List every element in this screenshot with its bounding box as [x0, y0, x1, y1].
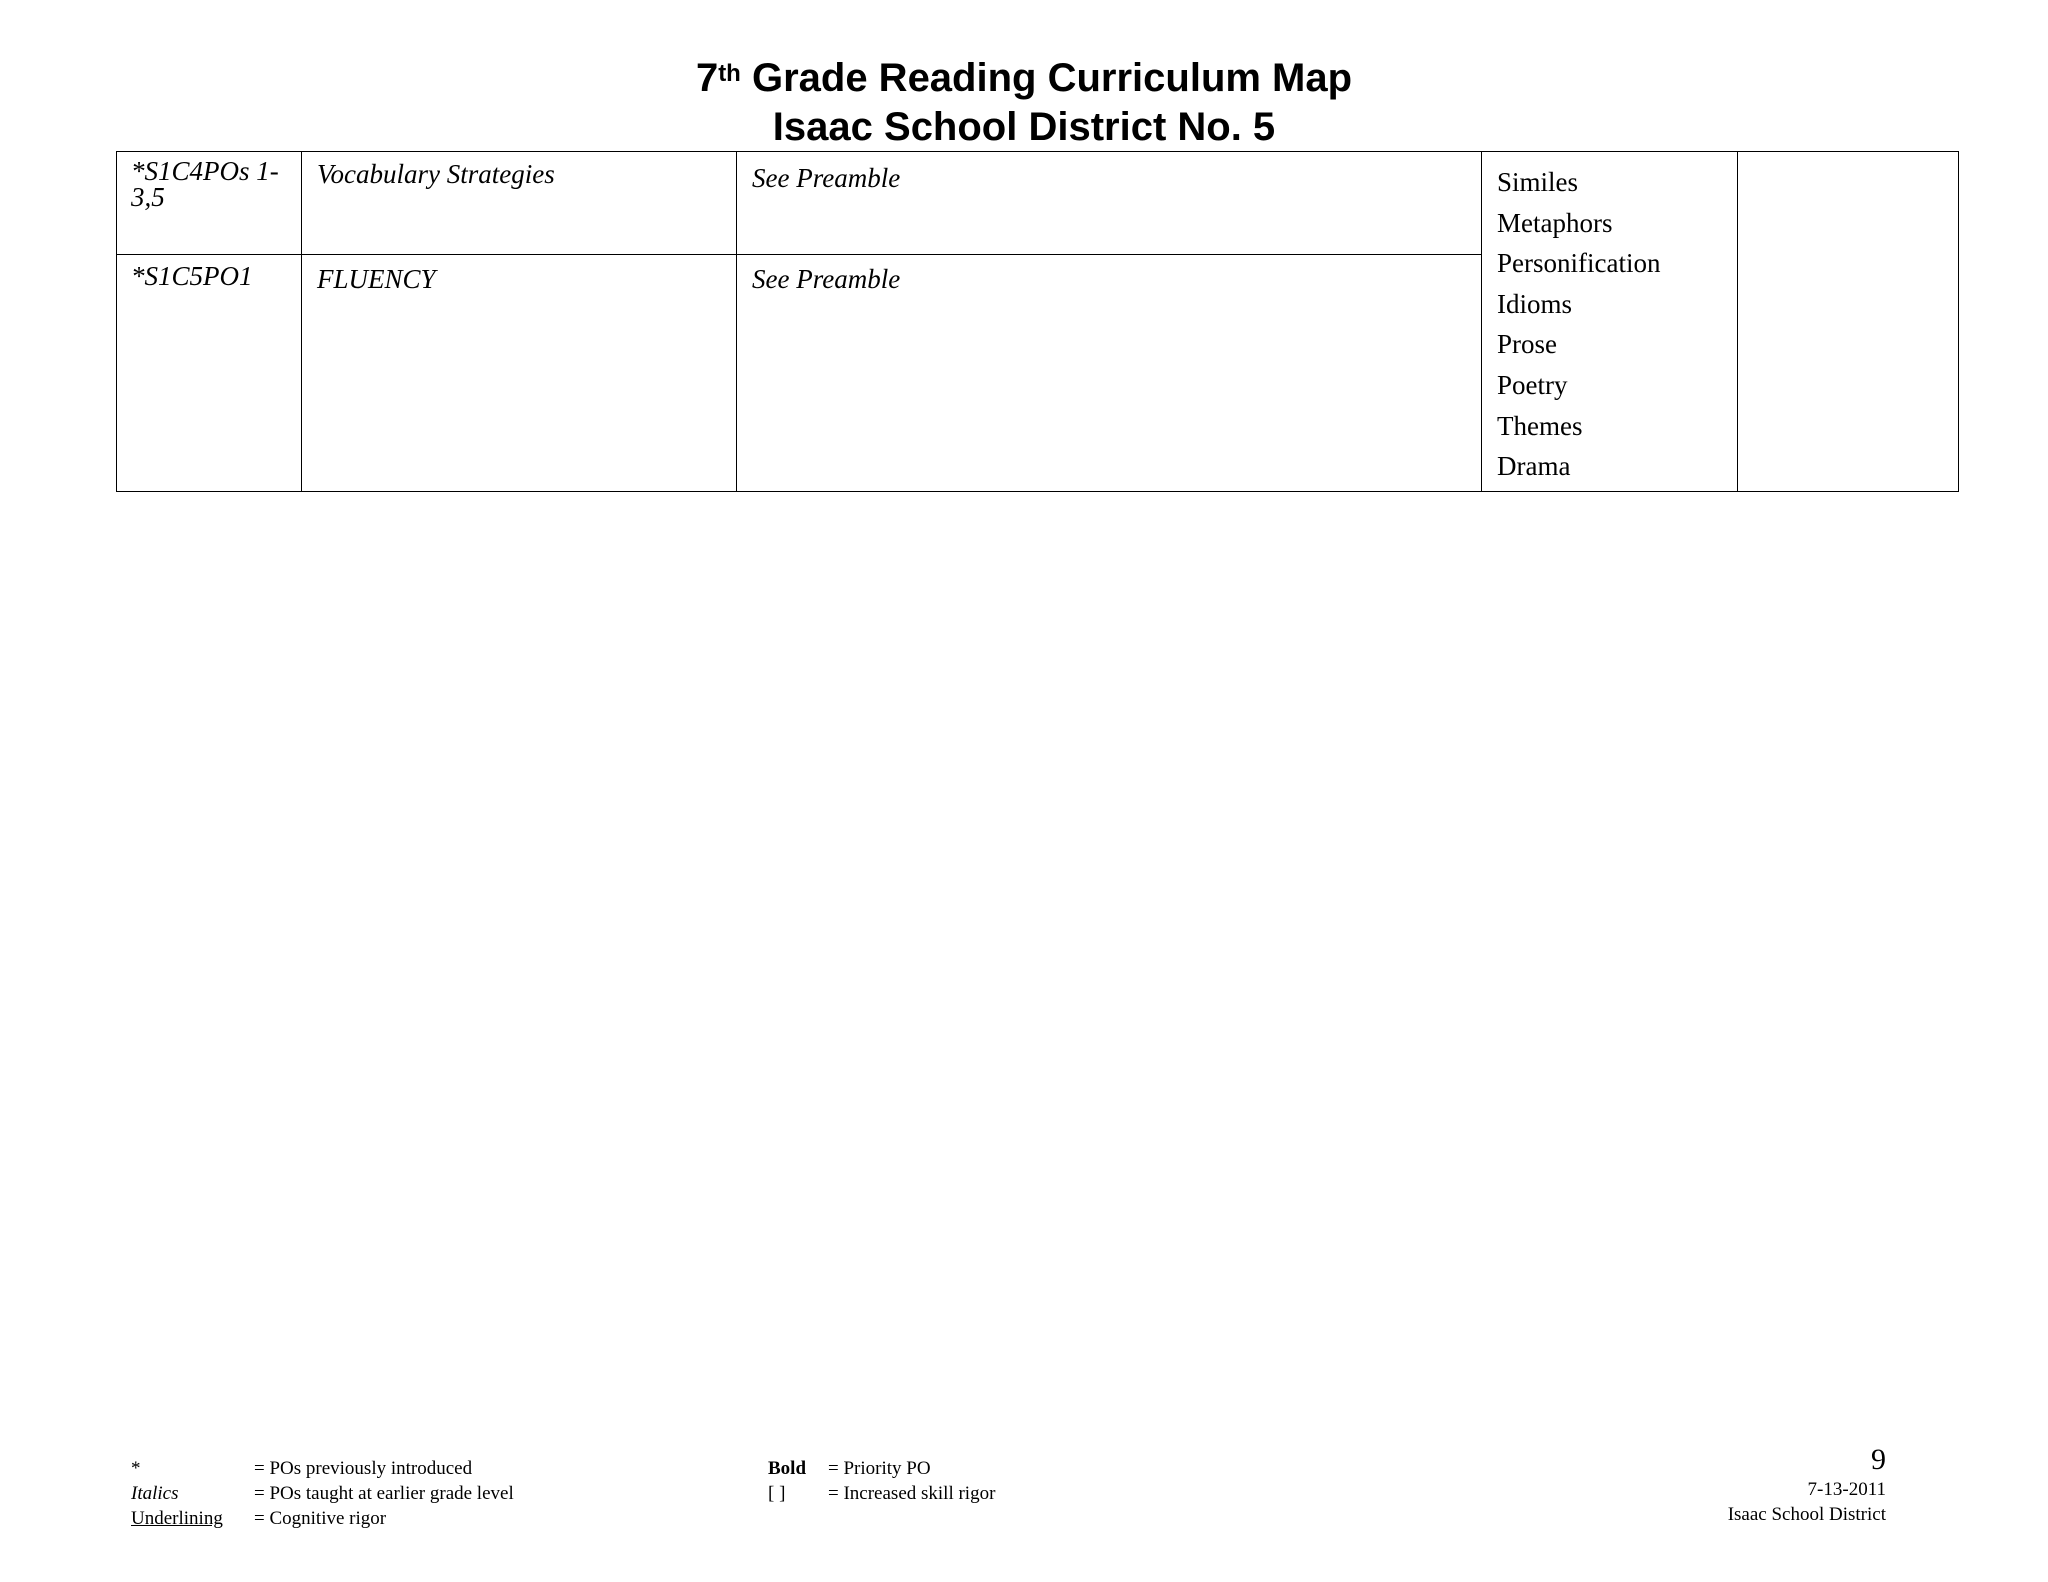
- legend-item: [768, 1481, 995, 1506]
- term-item: Idioms: [1497, 288, 1573, 319]
- legend-item: [768, 1456, 995, 1481]
- term-item: Similes: [1497, 167, 1579, 197]
- topic-cell: Vocabulary Strategies: [302, 152, 737, 255]
- legend-symbol: Italics: [131, 1483, 179, 1504]
- page-number: 9: [1871, 1443, 1886, 1476]
- term-item: Drama: [1497, 451, 1571, 482]
- grade-suffix: th: [718, 60, 741, 87]
- legend-meaning: = Cognitive rigor: [254, 1508, 387, 1529]
- notes-cell: See Preamble: [737, 152, 1482, 255]
- page-footer: [1728, 1444, 1886, 1527]
- topic-cell: FLUENCY: [302, 255, 737, 492]
- po-code-cell: *S1C5PO1: [117, 255, 302, 492]
- empty-cell: [1738, 152, 1959, 492]
- legend-symbol: *: [131, 1458, 141, 1479]
- title-text: Grade Reading Curriculum Map: [740, 56, 1353, 100]
- revision-date: 7-13-2011: [1807, 1479, 1886, 1500]
- footer-org: Isaac School District: [1727, 1504, 1886, 1525]
- legend-meaning: = POs taught at earlier grade level: [254, 1483, 514, 1504]
- term-item: Metaphors: [1497, 207, 1613, 238]
- term-item: Personification: [1497, 248, 1661, 279]
- curriculum-table: [116, 151, 1959, 492]
- legend-left: [131, 1456, 514, 1531]
- legend-meaning: = POs previously introduced: [254, 1458, 473, 1479]
- notes-cell: See Preamble: [737, 255, 1482, 492]
- legend-item: [131, 1456, 514, 1481]
- table-row: [117, 152, 1959, 255]
- page-title: [0, 54, 2048, 102]
- term-item: Prose: [1497, 329, 1557, 360]
- legend-meaning: = Increased skill rigor: [828, 1483, 996, 1504]
- term-item: Poetry: [1497, 369, 1568, 400]
- term-item: Themes: [1497, 410, 1583, 441]
- po-code-cell: *S1C4POs 1-3,5: [117, 152, 302, 255]
- legend-item: [131, 1506, 514, 1531]
- legend-item: [131, 1481, 514, 1506]
- legend-symbol: Bold: [768, 1458, 807, 1479]
- legend-meaning: = Priority PO: [828, 1458, 931, 1479]
- legend-symbol: Underlining: [131, 1508, 223, 1529]
- legend-right: [768, 1456, 995, 1506]
- page-subtitle: Isaac School District No. 5: [772, 105, 1276, 149]
- legend-symbol: [ ]: [768, 1483, 786, 1504]
- terms-cell: [1482, 152, 1738, 492]
- grade-number: 7: [695, 56, 719, 100]
